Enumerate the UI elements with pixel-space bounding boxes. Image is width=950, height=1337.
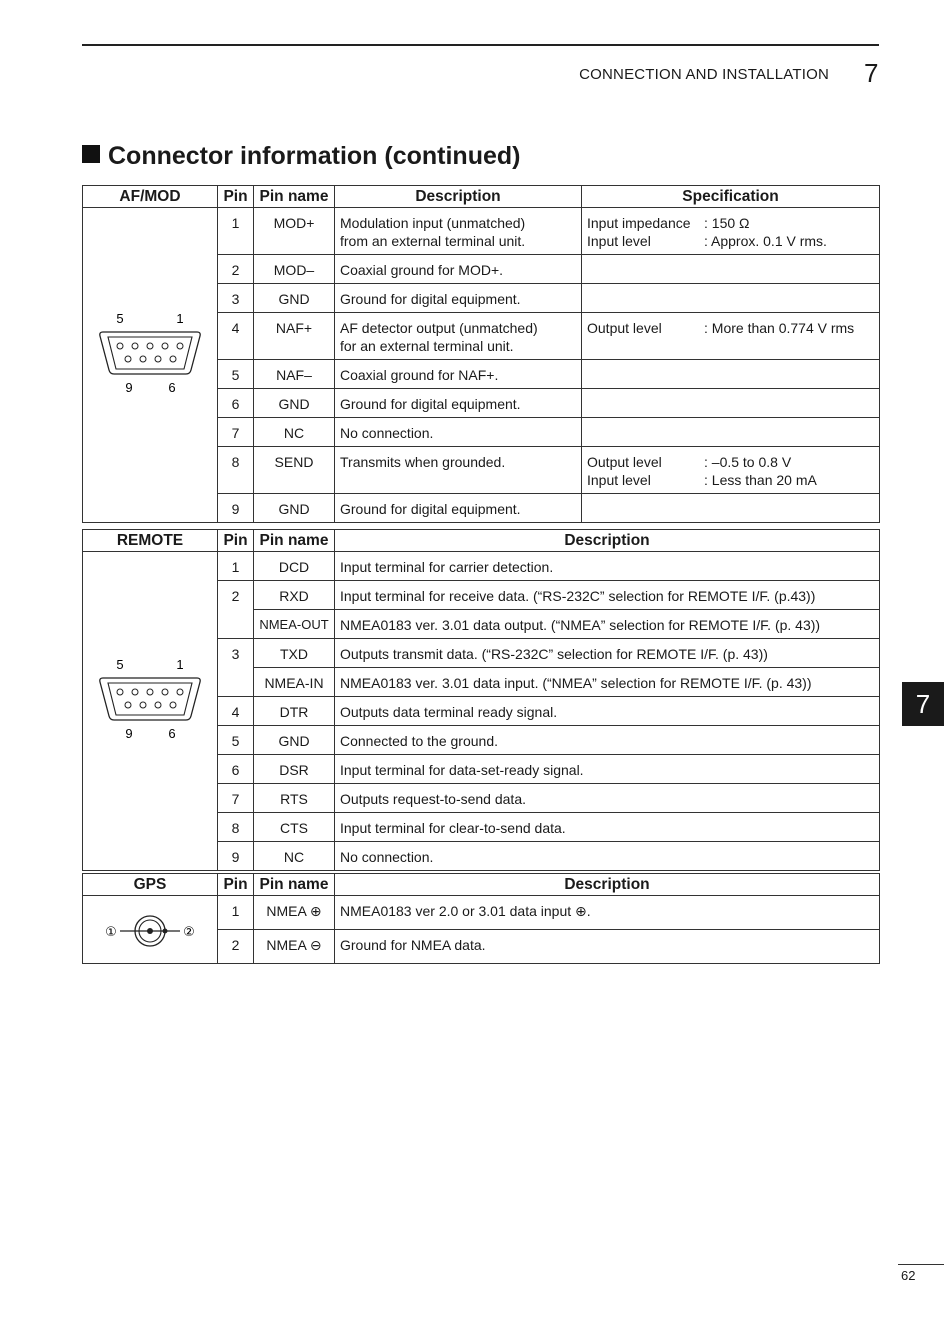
description-cell: Ground for digital equipment. bbox=[335, 284, 582, 313]
chapter-side-tab: 7 bbox=[902, 682, 944, 726]
table-row bbox=[83, 208, 880, 255]
description-cell: Ground for NMEA data. bbox=[335, 930, 880, 964]
description-cell: Input terminal for receive data. (“RS-232C” selection for REMOTE I/F. (p.43)) bbox=[335, 581, 880, 610]
pin-name-cell: GND bbox=[254, 284, 335, 313]
spec-value: : –0.5 to 0.8 V bbox=[704, 454, 792, 470]
pin-label-6: 6 bbox=[168, 380, 176, 395]
spec-label: Output level bbox=[587, 454, 662, 470]
dsub9-connector-icon bbox=[83, 654, 218, 764]
pin-name-cell: RXD bbox=[254, 581, 335, 610]
remote-header-pin: Pin bbox=[218, 530, 254, 552]
description-cell: Transmits when grounded. bbox=[335, 447, 582, 494]
chapter-title: CONNECTION AND INSTALLATION bbox=[579, 66, 829, 83]
pin-name-cell: NAF+ bbox=[254, 313, 335, 360]
pin-label-1: 1 bbox=[176, 311, 184, 326]
gps-header-pin: Pin bbox=[218, 874, 254, 896]
description-cell: No connection. bbox=[335, 418, 582, 447]
afmod-header-pin-name: Pin name bbox=[254, 186, 335, 208]
spec-label: Input impedance bbox=[587, 215, 691, 231]
gps-table bbox=[82, 873, 880, 964]
pin-label-1: ① bbox=[105, 924, 117, 940]
dsub9-connector-icon bbox=[83, 308, 218, 418]
spec-cell bbox=[582, 208, 880, 255]
pin-cell: 7 bbox=[218, 418, 254, 447]
page-number: 62 bbox=[901, 1268, 916, 1283]
afmod-header-pin: Pin bbox=[218, 186, 254, 208]
pin-cell: 2 bbox=[218, 581, 254, 639]
pin-cell: 2 bbox=[218, 930, 254, 964]
description-cell: NMEA0183 ver. 3.01 data input. (“NMEA” selection for REMOTE I/F. (p. 43)) bbox=[335, 668, 880, 697]
spec-label: Output level bbox=[587, 320, 662, 336]
description-cell: No connection. bbox=[335, 842, 880, 871]
afmod-header-description: Description bbox=[335, 186, 582, 208]
chapter-number: 7 bbox=[864, 58, 879, 88]
pin-cell: 8 bbox=[218, 447, 254, 494]
pin-name-cell: NMEA-IN bbox=[254, 668, 335, 697]
afmod-header-row bbox=[83, 186, 880, 208]
gps-header-pin-name: Pin name bbox=[254, 874, 335, 896]
spec-line bbox=[587, 232, 874, 250]
description-cell: Ground for digital equipment. bbox=[335, 389, 582, 418]
spec-cell bbox=[582, 494, 880, 523]
pin-name-cell: NC bbox=[254, 418, 335, 447]
remote-header-connector: REMOTE bbox=[83, 530, 218, 552]
pin-cell: 3 bbox=[218, 284, 254, 313]
pin-cell: 7 bbox=[218, 784, 254, 813]
pin-name-cell: CTS bbox=[254, 813, 335, 842]
spec-label: Input level bbox=[587, 233, 651, 249]
pin-cell: 5 bbox=[218, 726, 254, 755]
description-cell: Input terminal for data-set-ready signal. bbox=[335, 755, 880, 784]
remote-table bbox=[82, 529, 880, 871]
pin-cell: 2 bbox=[218, 255, 254, 284]
description-cell: NMEA0183 ver. 3.01 data output. (“NMEA” selection for REMOTE I/F. (p. 43)) bbox=[335, 610, 880, 639]
spec-value: : Approx. 0.1 V rms. bbox=[704, 233, 827, 249]
spec-cell bbox=[582, 255, 880, 284]
spec-value: : 150 Ω bbox=[704, 215, 750, 231]
remote-header-description: Description bbox=[335, 530, 880, 552]
pin-label-2: ② bbox=[183, 924, 195, 940]
pin-cell: 4 bbox=[218, 697, 254, 726]
spec-value: : More than 0.774 V rms bbox=[704, 320, 855, 336]
gps-connector-cell bbox=[83, 896, 218, 964]
spec-cell bbox=[582, 447, 880, 494]
remote-connector-cell bbox=[83, 552, 218, 871]
pin-cell: 1 bbox=[218, 208, 254, 255]
pin-label-5: 5 bbox=[116, 657, 124, 672]
afmod-header-specification: Specification bbox=[582, 186, 880, 208]
spec-cell bbox=[582, 284, 880, 313]
description-cell bbox=[335, 313, 582, 360]
pin-name-cell: GND bbox=[254, 726, 335, 755]
pin-name-cell: NC bbox=[254, 842, 335, 871]
bnc-connector-icon bbox=[83, 898, 218, 958]
pin-name-cell: DCD bbox=[254, 552, 335, 581]
square-bullet-icon bbox=[82, 145, 100, 163]
description-cell: Input terminal for clear-to-send data. bbox=[335, 813, 880, 842]
spec-line bbox=[587, 319, 874, 337]
description-cell: Ground for digital equipment. bbox=[335, 494, 582, 523]
spec-cell bbox=[582, 360, 880, 389]
description-line: Modulation input (unmatched) bbox=[340, 215, 526, 231]
spec-cell bbox=[582, 418, 880, 447]
spec-cell bbox=[582, 389, 880, 418]
pin-label-6: 6 bbox=[168, 726, 176, 741]
pin-label-1: 1 bbox=[176, 657, 184, 672]
description-cell: Input terminal for carrier detection. bbox=[335, 552, 880, 581]
spec-line bbox=[587, 214, 874, 232]
spec-line bbox=[587, 471, 874, 489]
afmod-header-connector: AF/MOD bbox=[83, 186, 218, 208]
pin-cell: 1 bbox=[218, 896, 254, 930]
table-row bbox=[83, 896, 880, 930]
pin-name-cell: MOD+ bbox=[254, 208, 335, 255]
pin-cell: 8 bbox=[218, 813, 254, 842]
section-title-text: Connector information (continued) bbox=[108, 142, 521, 170]
pin-cell: 3 bbox=[218, 639, 254, 697]
description-cell bbox=[335, 208, 582, 255]
pin-name-cell: RTS bbox=[254, 784, 335, 813]
pin-name-cell: NAF– bbox=[254, 360, 335, 389]
section-title bbox=[82, 142, 520, 171]
description-cell: Coaxial ground for NAF+. bbox=[335, 360, 582, 389]
pin-name-cell: NMEA ⊕ bbox=[254, 896, 335, 930]
header-rule bbox=[82, 44, 879, 46]
pin-cell: 9 bbox=[218, 842, 254, 871]
pin-cell: 6 bbox=[218, 389, 254, 418]
pin-label-9: 9 bbox=[125, 726, 133, 741]
pin-cell: 5 bbox=[218, 360, 254, 389]
pin-name-cell: TXD bbox=[254, 639, 335, 668]
description-line: AF detector output (unmatched) bbox=[340, 320, 538, 336]
pin-name-cell: GND bbox=[254, 494, 335, 523]
remote-header-pin-name: Pin name bbox=[254, 530, 335, 552]
description-cell: Outputs transmit data. (“RS-232C” selection for REMOTE I/F. (p. 43)) bbox=[335, 639, 880, 668]
pin-name-cell: NMEA-OUT bbox=[254, 610, 335, 639]
spec-line bbox=[587, 453, 874, 471]
description-cell: Outputs request-to-send data. bbox=[335, 784, 880, 813]
pin-label-5: 5 bbox=[116, 311, 124, 326]
pin-cell: 1 bbox=[218, 552, 254, 581]
description-line: for an external terminal unit. bbox=[340, 338, 514, 354]
pin-name-cell: DSR bbox=[254, 755, 335, 784]
pin-name-cell: GND bbox=[254, 389, 335, 418]
pin-cell: 4 bbox=[218, 313, 254, 360]
description-cell: NMEA0183 ver 2.0 or 3.01 data input ⊕. bbox=[335, 896, 880, 930]
afmod-table bbox=[82, 185, 880, 523]
pin-cell: 9 bbox=[218, 494, 254, 523]
pin-name-cell: MOD– bbox=[254, 255, 335, 284]
pin-name-cell: DTR bbox=[254, 697, 335, 726]
gps-header-connector: GPS bbox=[83, 874, 218, 896]
afmod-connector-cell bbox=[83, 208, 218, 523]
gps-header-description: Description bbox=[335, 874, 880, 896]
pin-name-cell: NMEA ⊖ bbox=[254, 930, 335, 964]
remote-header-row bbox=[83, 530, 880, 552]
description-cell: Coaxial ground for MOD+. bbox=[335, 255, 582, 284]
spec-label: Input level bbox=[587, 472, 651, 488]
spec-value: : Less than 20 mA bbox=[704, 472, 817, 488]
pin-cell: 6 bbox=[218, 755, 254, 784]
description-cell: Connected to the ground. bbox=[335, 726, 880, 755]
footer-rule bbox=[898, 1264, 944, 1265]
description-cell: Outputs data terminal ready signal. bbox=[335, 697, 880, 726]
spec-cell bbox=[582, 313, 880, 360]
pin-label-9: 9 bbox=[125, 380, 133, 395]
description-line: from an external terminal unit. bbox=[340, 233, 526, 249]
pin-name-cell: SEND bbox=[254, 447, 335, 494]
gps-header-row bbox=[83, 874, 880, 896]
table-row bbox=[83, 552, 880, 581]
